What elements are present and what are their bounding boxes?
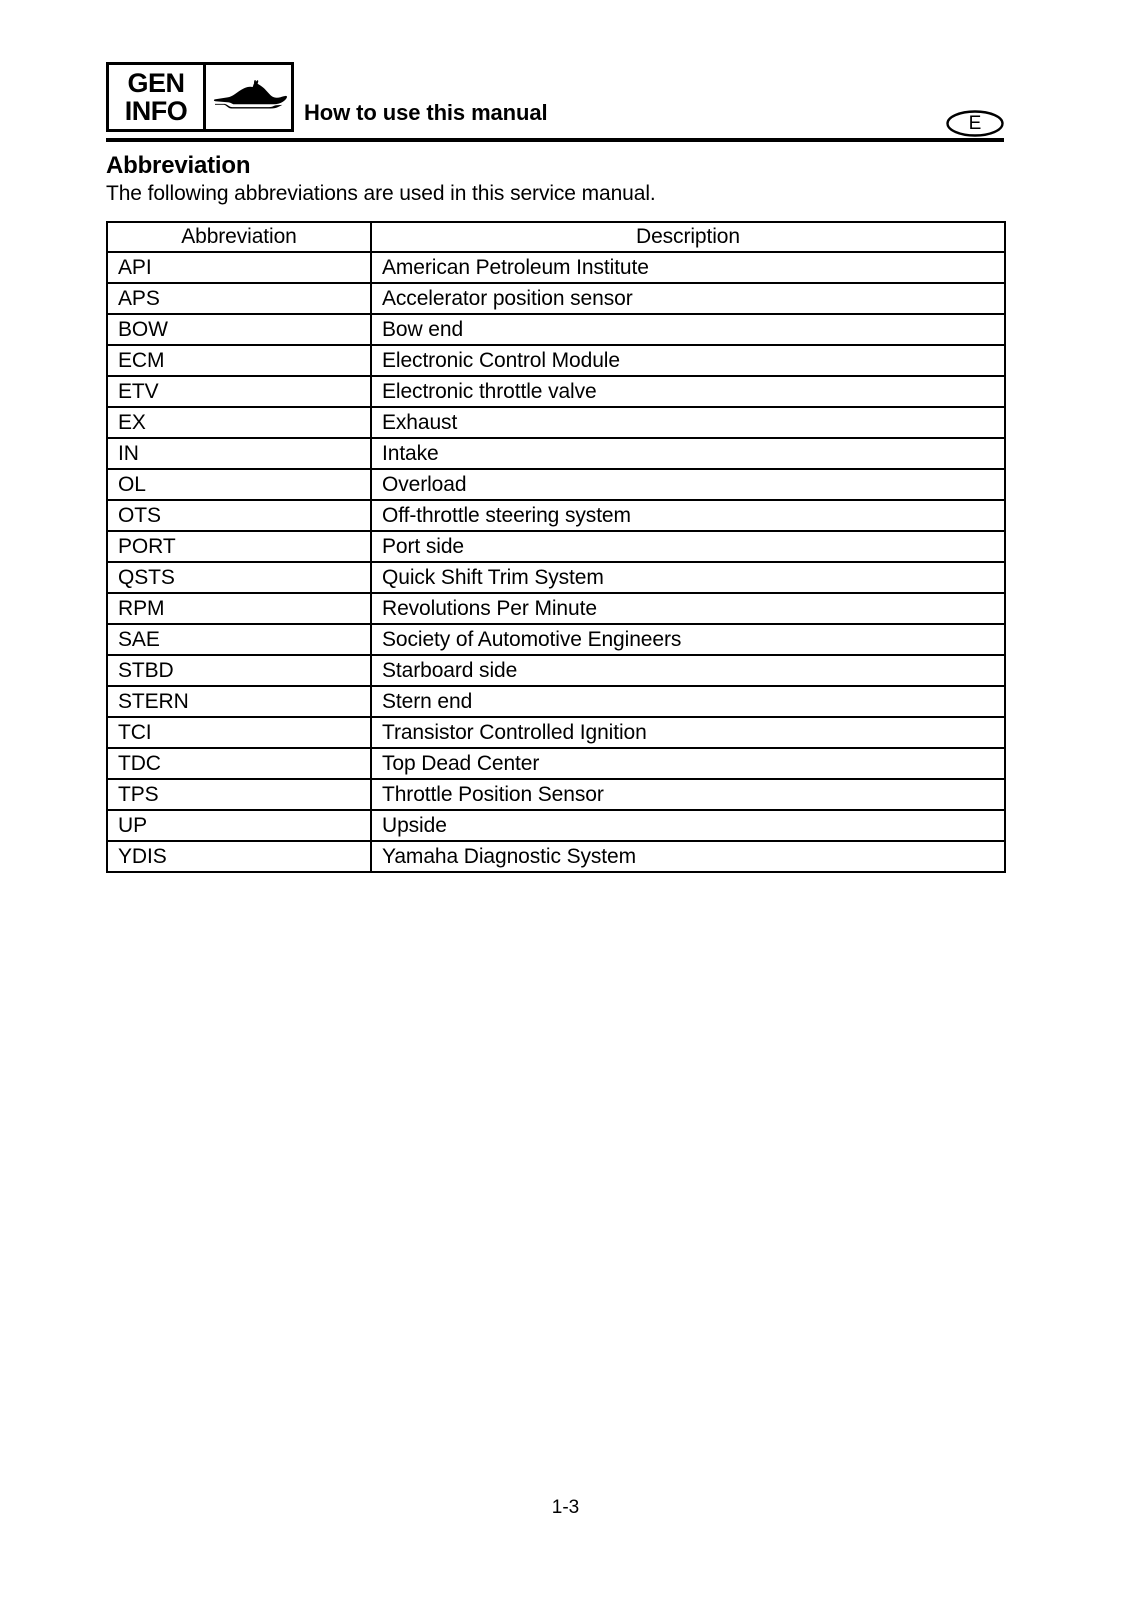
market-code-badge [946, 110, 1004, 137]
cell-description: Overload [371, 469, 1005, 500]
table-row [107, 531, 1005, 562]
table-row [107, 407, 1005, 438]
cell-abbreviation: TCI [107, 717, 371, 748]
cell-abbreviation: STERN [107, 686, 371, 717]
column-header-abbreviation: Abbreviation [107, 222, 371, 252]
cell-description: Throttle Position Sensor [371, 779, 1005, 810]
cell-description: Society of Automotive Engineers [371, 624, 1005, 655]
cell-description: Starboard side [371, 655, 1005, 686]
table-row [107, 438, 1005, 469]
cell-abbreviation: YDIS [107, 841, 371, 872]
table-row [107, 748, 1005, 779]
table-row [107, 686, 1005, 717]
table-body [107, 252, 1005, 872]
gen-info-logo-box [106, 62, 294, 132]
table-row [107, 779, 1005, 810]
personal-watercraft-icon [206, 65, 291, 129]
cell-abbreviation: SAE [107, 624, 371, 655]
cell-abbreviation: QSTS [107, 562, 371, 593]
cell-abbreviation: UP [107, 810, 371, 841]
cell-description: Accelerator position sensor [371, 283, 1005, 314]
cell-abbreviation: ETV [107, 376, 371, 407]
section-intro-text: The following abbreviations are used in this service manual. [106, 182, 656, 205]
gen-info-label [109, 65, 206, 129]
column-header-description: Description [371, 222, 1005, 252]
cell-abbreviation: TDC [107, 748, 371, 779]
header-divider-rule [106, 138, 1004, 142]
cell-abbreviation: OL [107, 469, 371, 500]
table-row [107, 562, 1005, 593]
table-row [107, 252, 1005, 283]
table-header-row [107, 222, 1005, 252]
table-row [107, 376, 1005, 407]
cell-description: Stern end [371, 686, 1005, 717]
cell-description: Port side [371, 531, 1005, 562]
table-row [107, 841, 1005, 872]
page-header [106, 62, 1004, 144]
table-row [107, 717, 1005, 748]
table-row [107, 283, 1005, 314]
abbreviation-table [106, 221, 1006, 873]
cell-abbreviation: BOW [107, 314, 371, 345]
cell-abbreviation: APS [107, 283, 371, 314]
cell-description: Off-throttle steering system [371, 500, 1005, 531]
table-row [107, 810, 1005, 841]
cell-description: American Petroleum Institute [371, 252, 1005, 283]
cell-description: Exhaust [371, 407, 1005, 438]
cell-abbreviation: STBD [107, 655, 371, 686]
cell-abbreviation: OTS [107, 500, 371, 531]
cell-description: Upside [371, 810, 1005, 841]
cell-abbreviation: RPM [107, 593, 371, 624]
table-row [107, 624, 1005, 655]
cell-description: Revolutions Per Minute [371, 593, 1005, 624]
table-row [107, 314, 1005, 345]
logo-line-info: INFO [124, 95, 188, 126]
market-code-letter: E [968, 113, 982, 134]
cell-description: Intake [371, 438, 1005, 469]
cell-description: Transistor Controlled Ignition [371, 717, 1005, 748]
cell-abbreviation: TPS [107, 779, 371, 810]
page-footer [0, 1497, 1131, 1519]
cell-abbreviation: ECM [107, 345, 371, 376]
page-title: How to use this manual [304, 100, 548, 125]
page-number: 1-3 [551, 1497, 580, 1518]
cell-description: Top Dead Center [371, 748, 1005, 779]
cell-abbreviation: PORT [107, 531, 371, 562]
cell-abbreviation: API [107, 252, 371, 283]
cell-abbreviation: EX [107, 407, 371, 438]
cell-description: Quick Shift Trim System [371, 562, 1005, 593]
table-row [107, 655, 1005, 686]
section-heading: Abbreviation [106, 152, 251, 179]
table-row [107, 469, 1005, 500]
logo-line-gen: GEN [127, 67, 185, 98]
cell-description: Electronic Control Module [371, 345, 1005, 376]
cell-description: Bow end [371, 314, 1005, 345]
cell-abbreviation: IN [107, 438, 371, 469]
table-row [107, 345, 1005, 376]
cell-description: Electronic throttle valve [371, 376, 1005, 407]
table-row [107, 500, 1005, 531]
cell-description: Yamaha Diagnostic System [371, 841, 1005, 872]
table-row [107, 593, 1005, 624]
